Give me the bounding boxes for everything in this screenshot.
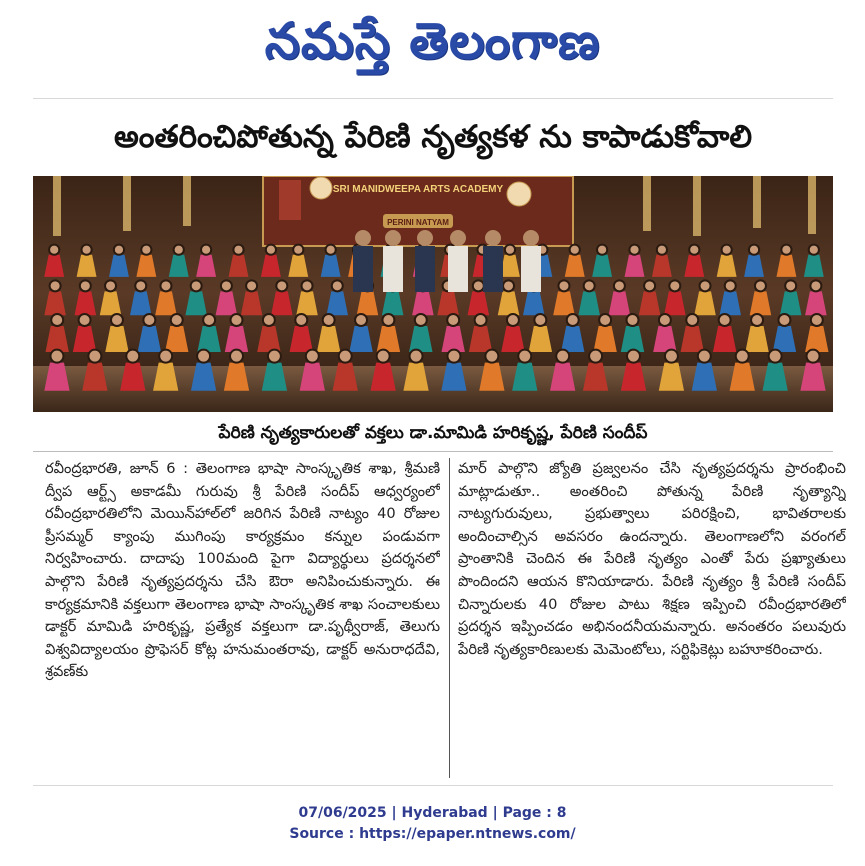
performer-head — [268, 350, 281, 363]
banner-title: SRI MANIDWEEPA ARTS ACADEMY — [332, 184, 504, 195]
performer-head — [415, 314, 427, 326]
footer-rule — [33, 785, 833, 786]
performer-head — [221, 280, 232, 291]
performer-head — [447, 350, 460, 363]
performer-head — [171, 314, 183, 326]
guest-figure — [415, 246, 435, 292]
performer-head — [302, 280, 313, 291]
performer-head — [355, 314, 367, 326]
performer-head — [80, 280, 91, 291]
guest-head — [450, 230, 466, 246]
performer-head — [785, 280, 796, 291]
photo-caption: పేరిణి నృత్యకారులతో వక్తలు డా.మామిడి హరికృష్ణ, పేరిణి సందీప్ — [33, 415, 833, 452]
performer-head — [518, 350, 531, 363]
performer-head — [191, 280, 202, 291]
performer-head — [507, 314, 519, 326]
performer-head — [567, 314, 579, 326]
performer-head — [231, 314, 243, 326]
performer-head — [629, 245, 639, 255]
performer-head — [111, 314, 123, 326]
performer-head — [698, 350, 711, 363]
performer-head — [160, 280, 171, 291]
performer-head — [159, 350, 172, 363]
performer-head — [657, 245, 667, 255]
guest-head — [355, 230, 371, 246]
performer-head — [700, 280, 711, 291]
performer-head — [201, 245, 211, 255]
guest-figure — [383, 246, 403, 292]
guest-figure — [521, 246, 541, 292]
performer-head — [174, 245, 184, 255]
performer-head — [50, 280, 61, 291]
guest-figure — [483, 246, 503, 292]
performer-head — [135, 280, 146, 291]
performer-head — [810, 280, 821, 291]
performer-head — [503, 280, 514, 291]
performer-head — [722, 245, 732, 255]
article-column-left: రవీంద్రభారతి, జూన్ 6 : తెలంగాణ భాషా సాంస్కృతిక శాఖ, శ్రీమణి ద్వీప ఆర్ట్స్ అకాడమీ గురువు శ్రీ పేరిణి సందీప్ ఆధ్వర్యంలో రవీంద్రభారతిలోని మెయిన్‌హాల్‌లో జరిగిన పేరిణి నాట్యం 40 రోజుల ప్రీసమ్మర్ క్యాంపు ముగింపు కార్యక్రమం కన్నుల పండువగా నిర్వహించారు. దాదాపు 100మంది పైగా విద్యార్థులు ప్రదర్శనలో పాల్గొని పేరిణి నృత్యప్రదర్శను చేసి ఔరా అనిపించుకున్నారు. ఈ కార్యక్రమానికి వక్తలుగా తెలంగాణ భాషా సాంస్కృతిక శాఖ సంచాలకులు డాక్టర్ మామిడి హరికృష్ణ, ప్రత్యేక వక్తలుగా డా.పృథ్వీరాజ్, తెలుగు విశ్వవిద్యాలయం ప్రొఫెసర్ కోట్ల హనుమంతరావు, డాక్టర్ అనురాధదేవి, శ్రవణ్‌కు — [45, 460, 440, 681]
banner-subtitle: PERINI NATYAM — [387, 218, 449, 227]
performer-head — [339, 350, 352, 363]
performer-head — [755, 280, 766, 291]
guest-figure — [448, 246, 468, 292]
performer-head — [382, 314, 394, 326]
performer-head — [686, 314, 698, 326]
newspaper-masthead: నమస్తే తెలంగాణ — [264, 11, 601, 70]
footer-source: Source : https://epaper.ntnews.com/ — [289, 826, 576, 842]
performer-head — [811, 314, 823, 326]
performer-head — [230, 350, 243, 363]
performer-head — [51, 314, 63, 326]
performer-head — [534, 314, 546, 326]
performer-head — [505, 245, 515, 255]
article-column-right: మార్ పాల్గొని జ్యోతి ప్రజ్వలనం చేసి నృత్యప్రదర్శను ప్రారంభించి మాట్లాడుతూ.. అంతరించి పోతున్న పేరిణి నృత్యాన్ని నాట్యగురువులు, ప్రభుత్వాలు పరిరక్షించి, భావితరాలకు అందించాల్సిన అవసరం ఉందన్నారు. తెలంగాణలోని వరంగల్ ప్రాంతానికి చెందిన ఈ పేరిణి నృత్యం ఎంతో పేరు ప్రఖ్యాతులు పొందిందని ఆయన కొనియాడారు. పేరిణి నృత్యం శ్రీ పేరిణి సందీప్ చిన్నారులకు 40 రోజుల పాటు శిక్షణ ఇప్పించి రవీంద్రభారతిలో ప్రదర్శన ఇప్పించడం అభినందనీయమన్నారు. అనంతరం పలువురు పేరిణి నృత్యకారిణులకు మెమెంటోలు, సర్టిఫికెట్లు బహూకరించారు. — [458, 460, 846, 658]
performer-head — [485, 350, 498, 363]
performer-head — [627, 350, 640, 363]
performer-head — [114, 245, 124, 255]
performer-head — [749, 245, 759, 255]
footer-dateline: 07/06/2025 | Hyderabad | Page : 8 — [298, 805, 567, 821]
performer-head — [475, 314, 487, 326]
performer-head — [410, 350, 423, 363]
performer-head — [293, 245, 303, 255]
performer-head — [105, 280, 116, 291]
performer-head — [599, 314, 611, 326]
performer-head — [725, 280, 736, 291]
performer-head — [751, 314, 763, 326]
performer-head — [809, 245, 819, 255]
performer-head — [141, 245, 151, 255]
performer-head — [558, 280, 569, 291]
performer-head — [81, 245, 91, 255]
performer-head — [665, 350, 678, 363]
guest-head — [485, 230, 501, 246]
performer-head — [669, 280, 680, 291]
performer-head — [332, 280, 343, 291]
performer-head — [88, 350, 101, 363]
performer-head — [719, 314, 731, 326]
performer-head — [323, 314, 335, 326]
article-photo — [33, 176, 833, 412]
performer-head — [246, 280, 257, 291]
performer-head — [79, 314, 91, 326]
performer-head — [570, 245, 580, 255]
performer-head — [295, 314, 307, 326]
guest-figure — [353, 246, 373, 292]
performer-head — [143, 314, 155, 326]
column-divider — [449, 458, 450, 778]
performer-head — [584, 280, 595, 291]
performer-head — [197, 350, 210, 363]
performer-head — [736, 350, 749, 363]
performer-head — [447, 314, 459, 326]
performer-head — [689, 245, 699, 255]
performer-head — [807, 350, 820, 363]
performer-head — [769, 350, 782, 363]
performer-head — [263, 314, 275, 326]
performer-head — [377, 350, 390, 363]
performer-head — [614, 280, 625, 291]
performer-head — [659, 314, 671, 326]
performer-head — [326, 245, 336, 255]
performer-head — [266, 245, 276, 255]
performer-head — [473, 280, 484, 291]
performer-head — [50, 350, 63, 363]
performer-head — [126, 350, 139, 363]
performer-head — [644, 280, 655, 291]
performer-head — [597, 245, 607, 255]
performer-head — [233, 245, 243, 255]
masthead-rule — [33, 98, 833, 99]
guest-head — [523, 230, 539, 246]
performer-head — [306, 350, 319, 363]
performer-head — [556, 350, 569, 363]
performer-head — [778, 314, 790, 326]
guest-head — [417, 230, 433, 246]
performer-head — [203, 314, 215, 326]
performer-head — [627, 314, 639, 326]
performer-head — [276, 280, 287, 291]
article-headline: అంతరించిపోతున్న పేరిణి నృత్యకళ ను కాపాడుకోవాలి — [113, 119, 753, 155]
guest-head — [385, 230, 401, 246]
performer-head — [49, 245, 59, 255]
performer-head — [781, 245, 791, 255]
performer-head — [589, 350, 602, 363]
